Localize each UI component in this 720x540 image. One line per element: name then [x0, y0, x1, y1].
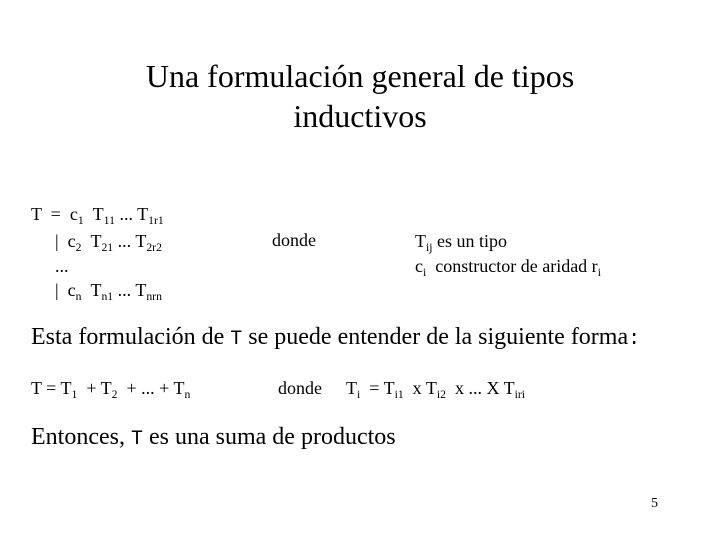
donde-label-1: donde	[272, 230, 316, 250]
colon-mono: :	[628, 328, 641, 351]
type-T2r2: $T_{2r2}$	[135, 231, 162, 255]
where-line-tij	[415, 231, 507, 255]
type-Tnrn: $T_{nrn}$	[135, 280, 162, 304]
constructor-c1: $c_1$	[69, 204, 84, 228]
tij-description: es un tipo	[437, 231, 507, 251]
equals-sign: =	[50, 204, 61, 224]
slide-title	[0, 56, 720, 136]
type-T21: $T_{21}$	[90, 231, 114, 255]
page-number: 5	[651, 496, 658, 511]
type-Tn1: $T_{n1}$	[90, 280, 114, 304]
definition-row-1	[31, 204, 164, 228]
type-T: T	[31, 204, 42, 224]
type-T-mono: T	[130, 428, 143, 451]
alternative-bar: |	[55, 280, 59, 300]
product-equation: $T_i = T_{i1}$ x $T_{i2}$ x ... X $T_{iri}$	[346, 378, 525, 402]
ellipsis: ...	[55, 256, 69, 276]
sum-equation: $T = T_1 + T_2$ + ... + $T_n$	[31, 378, 191, 402]
ellipsis: ...	[117, 231, 132, 251]
type-T-mono: T	[230, 328, 243, 351]
ellipsis: ...	[119, 204, 133, 224]
constructor-ci: $c_i$	[415, 256, 427, 280]
donde-label-2: donde	[278, 378, 322, 398]
definition-row-4	[55, 280, 162, 304]
constructor-cn: $c_n$	[67, 280, 82, 304]
alternative-bar: |	[55, 231, 59, 251]
type-T1r1: $T_{1r1}$	[137, 204, 164, 228]
type-Tij: $T_{ij}$	[415, 231, 433, 255]
paragraph-formulation: Esta formulación de T se puede entender de la siguiente forma:	[31, 324, 641, 351]
ci-description: constructor de aridad $r_i$	[435, 256, 601, 280]
slide-title-line2: inductivos	[293, 98, 427, 134]
where-line-ci	[415, 256, 601, 280]
definition-row-2	[55, 231, 162, 255]
constructor-c2: $c_2$	[67, 231, 82, 255]
type-T11: $T_{11}$	[92, 204, 115, 228]
definition-row-3	[55, 256, 69, 277]
slide-title-line1: Una formulación general de tipos	[145, 58, 575, 94]
paragraph-conclusion: Entonces, T es una suma de productos	[31, 424, 396, 451]
ellipsis: ...	[117, 280, 132, 300]
